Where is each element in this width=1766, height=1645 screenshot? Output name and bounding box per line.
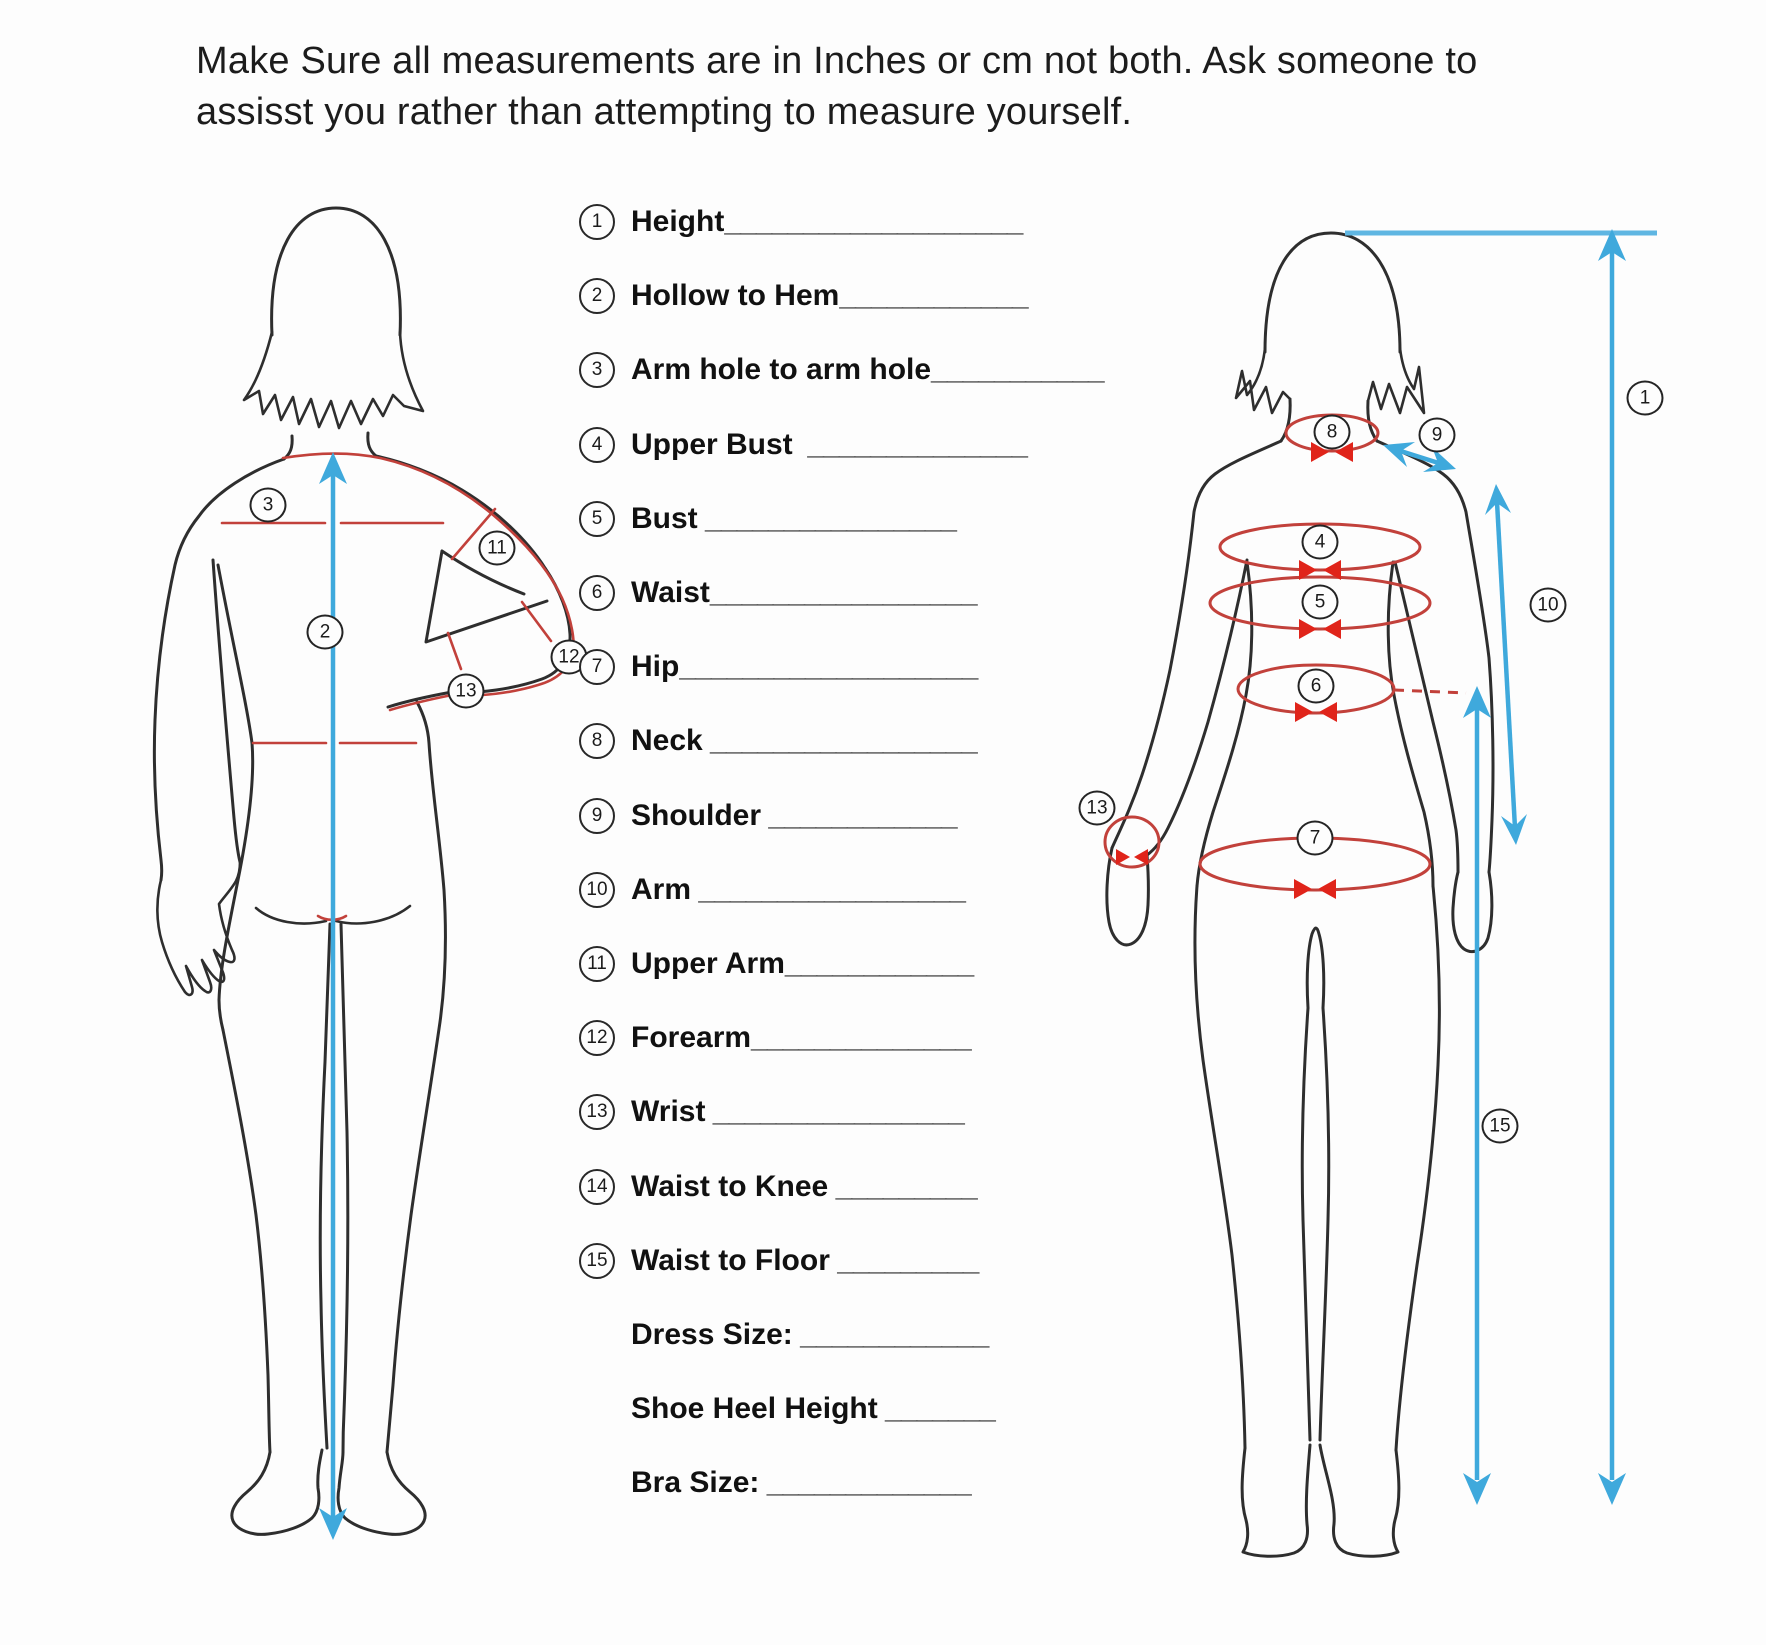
- measurement-row-forearm: [579, 1001, 1139, 1075]
- front-right-hand: [1453, 872, 1492, 952]
- hip-bowtie-icon: [1318, 879, 1336, 899]
- item-number-circle: 11: [579, 946, 615, 982]
- back-wrist-tick: [448, 633, 461, 669]
- item-label: Wrist: [631, 1095, 706, 1129]
- marker-front-shoulder: 9: [1419, 418, 1456, 453]
- front-crotch-inner-legs: [1302, 928, 1329, 1440]
- back-figure-outline: [154, 208, 570, 1534]
- item-number-circle: 1: [579, 204, 615, 240]
- measurement-list: [579, 185, 1139, 1520]
- item-label: Arm: [631, 872, 692, 906]
- front-right-leg: [1396, 886, 1439, 1450]
- measurement-row-wrist: [579, 1075, 1139, 1149]
- item-number-circle: 3: [579, 352, 615, 388]
- item-label: Arm hole to arm hole: [631, 353, 932, 387]
- bust-bowtie-icon: [1299, 619, 1317, 639]
- item-label: Height: [631, 205, 725, 239]
- item-number-circle: 13: [579, 1094, 615, 1130]
- item-number-circle: 10: [579, 872, 615, 908]
- back-head-outline: [272, 208, 401, 335]
- back-left-foot: [232, 1450, 322, 1534]
- waist-dashed-connector: [1394, 690, 1466, 693]
- measurement-row-upper-arm: [579, 927, 1139, 1001]
- measurement-row-neck: [579, 704, 1139, 778]
- item-label: Forearm: [631, 1021, 752, 1055]
- item-blank-line: ________________: [705, 1095, 964, 1129]
- item-blank-line: ___________: [931, 353, 1104, 387]
- front-figure-red-measure-ellipses: [1105, 415, 1466, 890]
- waist-bowtie-icon: [1295, 702, 1313, 722]
- item-label: Upper Bust: [631, 427, 793, 461]
- marker-front-arm: 10: [1530, 588, 1567, 623]
- marker-front-hip: 7: [1297, 821, 1334, 856]
- item-blank-line: _____________: [759, 1466, 971, 1500]
- measurement-row-shoe-heel-height: [579, 1372, 1139, 1446]
- instructions-line-2: assisst you rather than attempting to measure yourself.: [196, 91, 1133, 133]
- measurement-row-waist-to-knee: [579, 1149, 1139, 1223]
- arm-arrow-line: [1497, 502, 1515, 828]
- item-number-circle: 12: [579, 1020, 615, 1056]
- item-number-circle: 6: [579, 575, 615, 611]
- item-blank-line: _________: [828, 1169, 977, 1203]
- item-blank-line: ______________: [751, 1021, 971, 1055]
- item-blank-line: ___________________: [724, 205, 1023, 239]
- marker-front-bust: 5: [1302, 585, 1339, 620]
- item-label: Hollow to Hem: [631, 279, 840, 313]
- measurement-row-bust: [579, 482, 1139, 556]
- item-label: Neck: [631, 724, 703, 758]
- item-blank-line: _________________: [691, 872, 965, 906]
- measurement-row-bra-size: [579, 1446, 1139, 1520]
- measurement-row-height: [579, 185, 1139, 259]
- hip-bowtie-icon: [1294, 879, 1312, 899]
- item-label: Shoulder: [631, 798, 762, 832]
- marker-back-hollow-to-hem: 2: [307, 615, 344, 650]
- marker-back-upper-arm: 11: [479, 531, 516, 566]
- item-blank-line: ____________: [839, 279, 1028, 313]
- item-label: Bust: [631, 501, 698, 535]
- marker-front-height: 1: [1627, 381, 1664, 416]
- item-number-circle: 14: [579, 1169, 615, 1205]
- item-number-circle: 8: [579, 723, 615, 759]
- back-hair-outline: [244, 332, 423, 428]
- measurement-row-hip: [579, 630, 1139, 704]
- item-blank-line: ___________________: [679, 650, 978, 684]
- item-blank-line: ________________: [697, 501, 956, 535]
- back-forearm-tick: [522, 602, 551, 641]
- waist-bowtie-icon: [1319, 702, 1337, 722]
- front-right-foot: [1320, 1445, 1399, 1556]
- item-blank-line: ______________: [792, 427, 1027, 461]
- item-blank-line: ____________: [761, 798, 957, 832]
- front-left-foot: [1242, 1445, 1310, 1556]
- marker-back-forearm: 12: [551, 640, 588, 675]
- item-number-circle: 4: [579, 427, 615, 463]
- marker-back-shoulder-width: 3: [250, 488, 287, 523]
- front-head-outline: [1265, 233, 1400, 352]
- item-label: Waist: [631, 576, 710, 610]
- item-label: Bra Size:: [631, 1466, 760, 1500]
- marker-front-upper-bust: 4: [1302, 525, 1339, 560]
- front-hair-left: [1236, 348, 1290, 413]
- front-hair-right: [1368, 348, 1424, 413]
- front-left-leg: [1195, 886, 1245, 1448]
- back-elbow-triangle: [426, 551, 547, 642]
- item-blank-line: ____________: [784, 946, 974, 980]
- item-label: Dress Size:: [631, 1317, 793, 1351]
- marker-front-neck: 8: [1314, 415, 1351, 450]
- item-blank-line: ____________: [792, 1317, 989, 1351]
- marker-front-waist-to-floor: 15: [1482, 1109, 1519, 1144]
- item-blank-line: _________________: [709, 576, 977, 610]
- measurement-row-waist: [579, 556, 1139, 630]
- back-left-leg: [223, 1030, 270, 1452]
- marker-front-waist: 6: [1298, 669, 1335, 704]
- measurement-row-hollow-to-hem: [579, 259, 1139, 333]
- item-label: Waist to Floor: [631, 1243, 830, 1277]
- back-right-torso-leg: [387, 702, 445, 1452]
- item-number-circle: 7: [579, 649, 615, 685]
- item-blank-line: _________: [829, 1243, 979, 1277]
- item-number-circle: 5: [579, 501, 615, 537]
- front-figure-blue-annotations: [1345, 229, 1657, 1505]
- measurement-row-dress-size: [579, 1298, 1139, 1372]
- measurement-row-shoulder: [579, 779, 1139, 853]
- front-left-torso: [1197, 562, 1252, 886]
- back-right-foot: [338, 1452, 425, 1534]
- item-blank-line: _______: [877, 1392, 995, 1426]
- measurement-row-waist-to-floor: [579, 1224, 1139, 1298]
- measurement-row-armhole: [579, 333, 1139, 407]
- item-blank-line: _________________: [702, 724, 977, 758]
- instructions-line-1: Make Sure all measurements are in Inches or cm not both. Ask someone to: [196, 40, 1478, 82]
- item-number-circle: 2: [579, 278, 615, 314]
- item-number-circle: 15: [579, 1243, 615, 1279]
- item-label: Waist to Knee: [631, 1169, 829, 1203]
- item-number-circle: 9: [579, 798, 615, 834]
- measurement-row-arm: [579, 853, 1139, 927]
- item-label: Upper Arm: [631, 946, 785, 980]
- bust-bowtie-icon: [1323, 619, 1341, 639]
- back-right-bent-arm: [376, 456, 570, 707]
- marker-front-wrist: 13: [1079, 791, 1116, 826]
- back-neckline-and-sleeve-seam: [283, 454, 574, 711]
- measurement-row-upper-bust: [579, 408, 1139, 482]
- marker-back-wrist: 13: [448, 674, 485, 709]
- item-label: Hip: [631, 650, 680, 684]
- item-label: Shoe Heel Height: [631, 1392, 878, 1426]
